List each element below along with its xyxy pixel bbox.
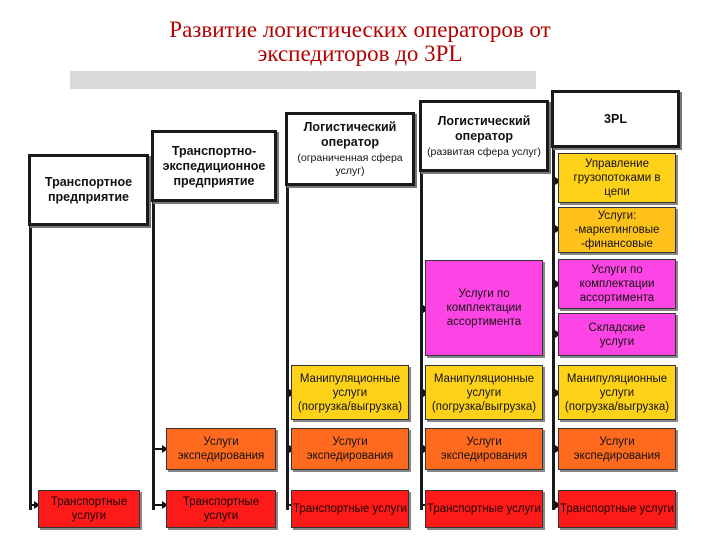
forwarding-services-5: [558, 428, 676, 470]
transport-label: Транспортные услуги: [560, 503, 674, 515]
forwarding-label: Услуги экспедирования: [306, 436, 394, 462]
handling-label: Манипуляционные услуги: [433, 372, 535, 399]
stage-label: Логистический оператор: [437, 113, 531, 143]
extra-label: Услуги:: [597, 210, 637, 222]
stage-logistics-operator-limited: [285, 112, 415, 186]
forwarding-services-2: [166, 428, 276, 470]
transport-label: Транспортные услуги: [182, 496, 260, 522]
handling-services-4: [425, 365, 543, 420]
stage-label: Транспортное предприятие: [44, 175, 133, 204]
warehouse-services-5: [558, 313, 676, 356]
forwarding-label: Услуги экспедирования: [177, 436, 265, 462]
spine-line-1: [29, 200, 32, 510]
transport-label: Транспортные услуги: [427, 503, 541, 515]
stage-label: 3PL: [604, 111, 627, 126]
assortment-label: Услуги по комплектации ассортимента: [579, 264, 655, 304]
spine-line-4: [420, 168, 423, 510]
assortment-label: Услуги по комплектации ассортимента: [446, 288, 522, 328]
assortment-services-5: [558, 259, 676, 309]
handling-services-3: [291, 365, 409, 420]
title-line-2: экспедиторов до 3PL: [257, 41, 463, 66]
flow-label: Управление грузопотоками в цепи: [573, 158, 661, 198]
stage-sublabel: (ограниченная сфера услуг): [297, 152, 403, 177]
forwarding-label: Услуги экспедирования: [573, 436, 661, 462]
forwarding-label: Услуги экспедирования: [440, 436, 528, 462]
transport-label: Транспортные услуги: [293, 503, 407, 515]
arrow-connector: [155, 504, 166, 506]
transport-services-5: [558, 490, 676, 528]
spine-line-3: [286, 182, 289, 510]
stage-3pl: [551, 90, 680, 148]
handling-label: Манипуляционные услуги: [299, 372, 401, 399]
flow-management-5: [558, 153, 676, 203]
stage-label: Транспортно-экспедиционное предприятие: [162, 143, 266, 188]
stage-label: Логистический оператор: [303, 120, 397, 149]
stage-logistics-operator-developed: [419, 100, 549, 172]
transport-services-4: [425, 490, 543, 528]
transport-services-2: [166, 490, 276, 528]
handling-label: Манипуляционные услуги: [566, 372, 668, 399]
handling-sublabel: (погрузка/выгрузка): [431, 400, 537, 413]
title-line-1: Развитие логистических операторов от: [169, 17, 551, 42]
handling-services-5: [558, 365, 676, 420]
assortment-services-4: [425, 260, 543, 356]
stage-transport-enterprise: [28, 154, 149, 226]
extra-services-5: [558, 207, 676, 253]
handling-sublabel: (погрузка/выгрузка): [297, 400, 403, 413]
page-title: [60, 18, 660, 66]
gray-band: [70, 71, 536, 89]
stage-forwarding-enterprise: [151, 130, 277, 202]
extra-financial: -финансовые: [581, 238, 653, 250]
transport-services-1: [38, 490, 140, 528]
transport-label: Транспортные услуги: [50, 496, 128, 522]
stage-sublabel: (развитая сфера услуг): [427, 145, 541, 158]
extra-marketing: -маркетинговые: [574, 224, 660, 236]
transport-services-3: [291, 490, 409, 528]
handling-sublabel: (погрузка/выгрузка): [564, 400, 670, 413]
spine-line-5: [552, 148, 555, 510]
forwarding-services-3: [291, 428, 409, 470]
warehouse-label: Складские услуги: [588, 321, 646, 348]
arrow-connector: [155, 448, 166, 450]
forwarding-services-4: [425, 428, 543, 470]
spine-line-2: [152, 200, 155, 510]
